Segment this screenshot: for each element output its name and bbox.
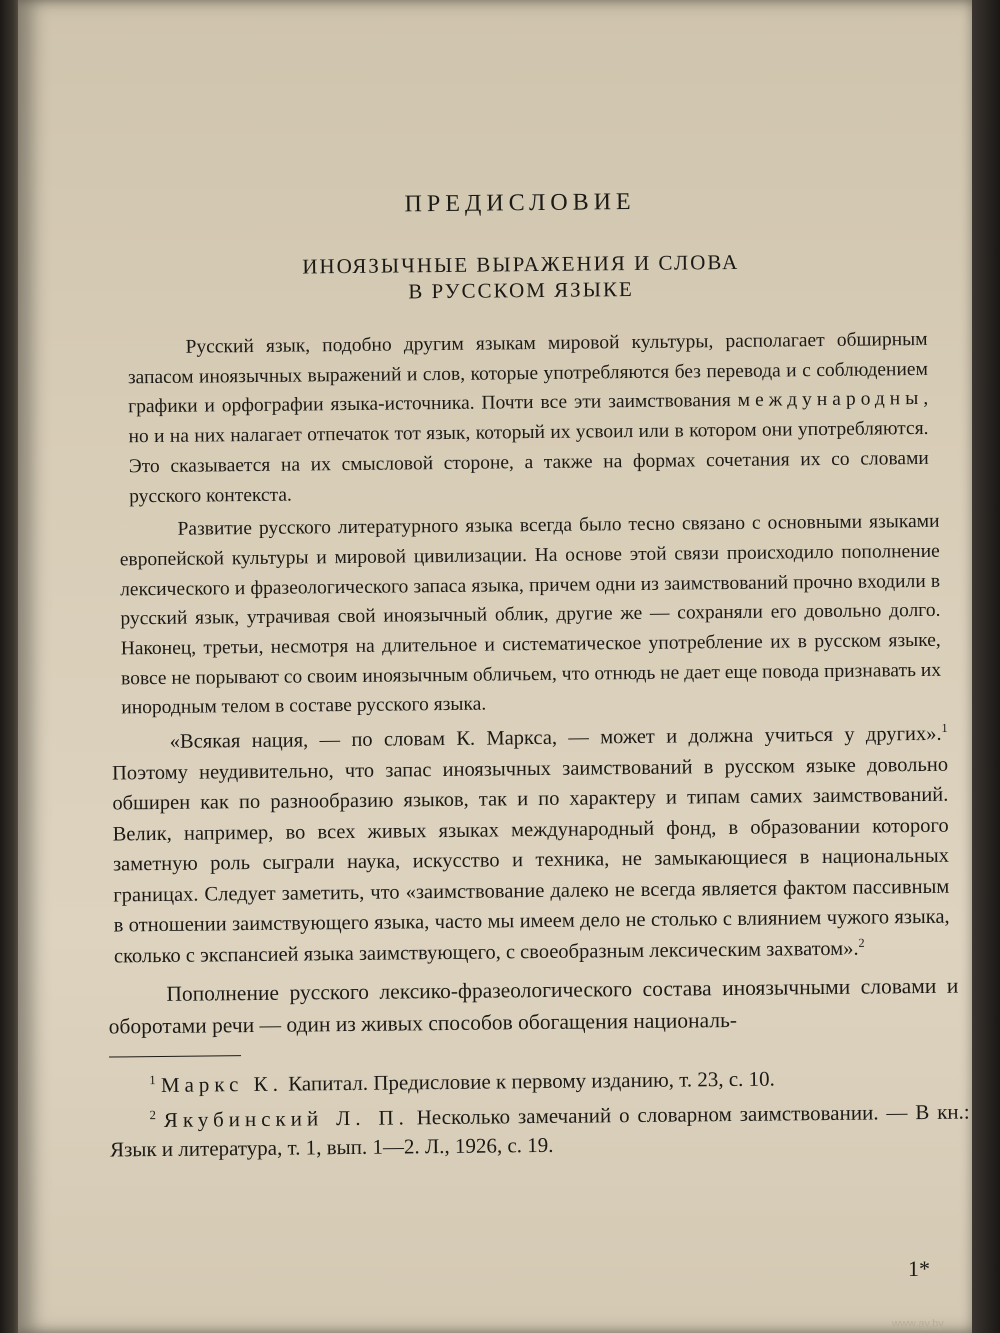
paragraph-3-part-1: «Всякая нация, — по словам К. Маркса, — может и должна учиться у других». — [169, 722, 942, 754]
footnote-1-marker: 1 — [149, 1073, 156, 1088]
footnote-1 — [109, 1063, 969, 1101]
footnote-ref-2: 2 — [858, 935, 865, 950]
footnote-2-text: Несколько замечаний о словарном заимствовании. — В кн.: Язык и литература, т. 1, вып. 1—2. Л., 1926, с. 19. — [109, 1099, 970, 1162]
page-right-edge — [972, 0, 1000, 1333]
footnote-2-author: Якубинский Л. П. — [163, 1105, 409, 1133]
footnote-1-text: Капитал. Предисловие к первому изданию, т. 23, с. 10. — [282, 1066, 775, 1096]
footnote-divider — [109, 1055, 241, 1057]
section-title-line-1: ИНОЯЗЫЧНЫЕ ВЫРАЖЕНИЯ И СЛОВА — [302, 249, 740, 279]
paragraph-2: Развитие русского литературного языка всегда было тесно связано с основными языками европейской культуры и мировой цивилизации. На основе этой связи происходило пополнение лексического и фразеологического запаса языка, причем одни из заимствований прочно входили в русский язык, утрачивая свой иноязычный облик, другие же — сохраняли его довольно долго. Наконец, третьи, несмотря на длительное и систематическое употребление их в русском языке, вовсе не порывают со своим иноязычным обличьем, что отнюдь не дает еще повода признавать их инородным телом в составе русского языка. — [119, 511, 942, 719]
footnote-1-author: Маркс К. — [160, 1071, 284, 1098]
paragraph-1 — [127, 325, 929, 512]
paragraph-1-emphasis: международны — [737, 388, 924, 412]
footnote-2-marker: 2 — [149, 1108, 157, 1123]
watermark: www.ay.by — [892, 1318, 944, 1330]
paragraph-3 — [112, 719, 951, 972]
paragraph-1-after: , но и на них налагает отпечаток тот язык, который их усвоил или в котором они употребляются. Это сказывается на их смысловой стороне, а также на формах сочетания их со словами русского контекста. — [128, 388, 929, 507]
paragraph-1-before: Русский язык, подобно другим языкам мировой культуры, располагает обширным запасом иноязычных выражений и слов, которые употребляются без перевода и с соблюдением графики и орфографии языка-источника. Почти все эти заимствования — [127, 328, 928, 418]
page-number: 1* — [908, 1256, 930, 1281]
preface-title: ПРЕДИСЛОВИЕ — [404, 188, 636, 218]
footnote-ref-1: 1 — [941, 721, 948, 736]
paragraph-4: Пополнение русского лексико-фразеологического состава иноязычными словами и оборотами речи — один из живых способов обогащения националь- — [108, 973, 959, 1039]
section-title-line-2: В РУССКОМ ЯЗЫКЕ — [408, 276, 634, 304]
paragraph-3-part-2: Поэтому неудивительно, что запас иноязычных заимствований в русском языке довольно обширен как по разнообразию языков, так и по характеру и типам самих заимствований. Велик, например, во всех живых языках международный фонд, в образовании которого заметную роль сыграли наука, искусство и техника, не замыкающиеся в национальных границах. Следует заметить, что «заимствование далеко не всегда является фактом пассивным в отношении заимствующего языка, часто мы имеем дело не столько с влиянием чужого языка, сколько с экспансией языка заимствующего, с своеобразным лексическим захватом». — [111, 753, 950, 968]
section-title — [101, 247, 941, 308]
footnotes — [109, 1063, 970, 1165]
footnote-2 — [110, 1098, 971, 1165]
page-content — [60, 186, 970, 1171]
